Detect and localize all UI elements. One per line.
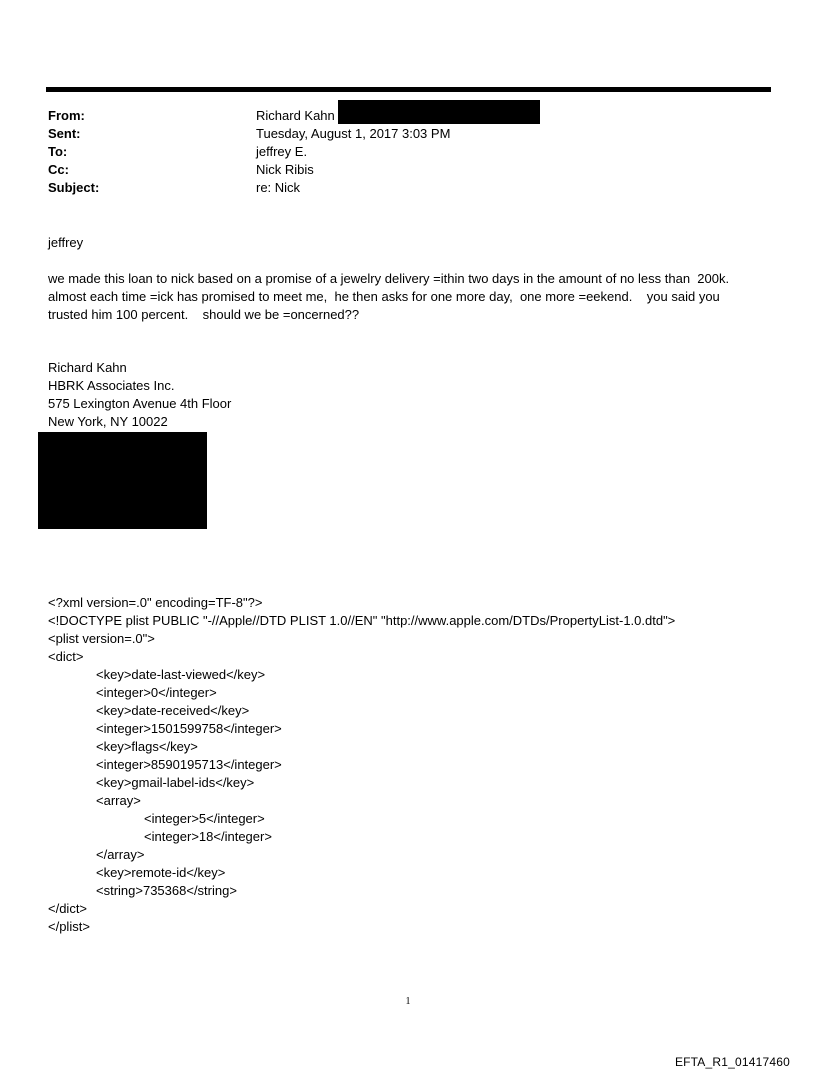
cc-label: Cc: bbox=[48, 162, 69, 177]
xml-line: <integer>0</integer> bbox=[96, 685, 217, 700]
xml-line: <key>remote-id</key> bbox=[96, 865, 226, 880]
body-line: we made this loan to nick based on a promise of a jewelry delivery =ithin two days in the amount of no less than 200k. bbox=[48, 271, 730, 286]
xml-line: <integer>5</integer> bbox=[144, 811, 265, 826]
page-number: 1 bbox=[405, 996, 411, 1007]
sent-label: Sent: bbox=[48, 126, 81, 141]
subject-value: re: Nick bbox=[256, 180, 301, 195]
redaction-block-email bbox=[338, 100, 540, 124]
xml-line: <key>gmail-label-ids</key> bbox=[96, 775, 255, 790]
document-id: EFTA_R1_01417460 bbox=[674, 1055, 790, 1069]
redaction-block-signature bbox=[38, 432, 207, 529]
xml-line: <array> bbox=[96, 793, 141, 808]
xml-line: <plist version=.0"> bbox=[48, 631, 155, 646]
xml-line: </plist> bbox=[48, 919, 90, 934]
to-value: jeffrey E. bbox=[256, 144, 308, 159]
xml-line: <!DOCTYPE plist PUBLIC "-//Apple//DTD PLIST 1.0//EN" "http://www.apple.com/DTDs/PropertyList-1.0.dtd"> bbox=[48, 613, 676, 628]
signature-name: Richard Kahn bbox=[48, 360, 127, 375]
xml-line: </dict> bbox=[48, 901, 88, 916]
cc-value: Nick Ribis bbox=[256, 162, 314, 177]
greeting: jeffrey bbox=[48, 235, 84, 250]
xml-line: <key>date-received</key> bbox=[96, 703, 250, 718]
signature-address-line1: 575 Lexington Avenue 4th Floor bbox=[48, 396, 232, 411]
xml-line: <dict> bbox=[48, 649, 84, 664]
xml-line: <integer>18</integer> bbox=[144, 829, 272, 844]
xml-line: <integer>8590195713</integer> bbox=[96, 757, 282, 772]
sent-value: Tuesday, August 1, 2017 3:03 PM bbox=[256, 126, 451, 141]
from-label: From: bbox=[48, 108, 85, 123]
body-line: trusted him 100 percent. should we be =oncerned?? bbox=[48, 307, 360, 322]
xml-line: <integer>1501599758</integer> bbox=[96, 721, 282, 736]
xml-line: <?xml version=.0" encoding=TF-8"?> bbox=[48, 595, 263, 610]
signature-company: HBRK Associates Inc. bbox=[48, 378, 175, 393]
signature-address-line2: New York, NY 10022 bbox=[48, 414, 168, 429]
xml-line: <string>735368</string> bbox=[96, 883, 237, 898]
to-label: To: bbox=[48, 144, 68, 159]
subject-label: Subject: bbox=[48, 180, 100, 195]
from-value: Richard Kahn bbox=[256, 108, 335, 123]
xml-line: <key>flags</key> bbox=[96, 739, 198, 754]
body-line: almost each time =ick has promised to meet me, he then asks for one more day, one more =eekend. you said you bbox=[48, 289, 720, 304]
xml-line: </array> bbox=[96, 847, 145, 862]
xml-line: <key>date-last-viewed</key> bbox=[96, 667, 266, 682]
header-rule bbox=[46, 87, 771, 92]
